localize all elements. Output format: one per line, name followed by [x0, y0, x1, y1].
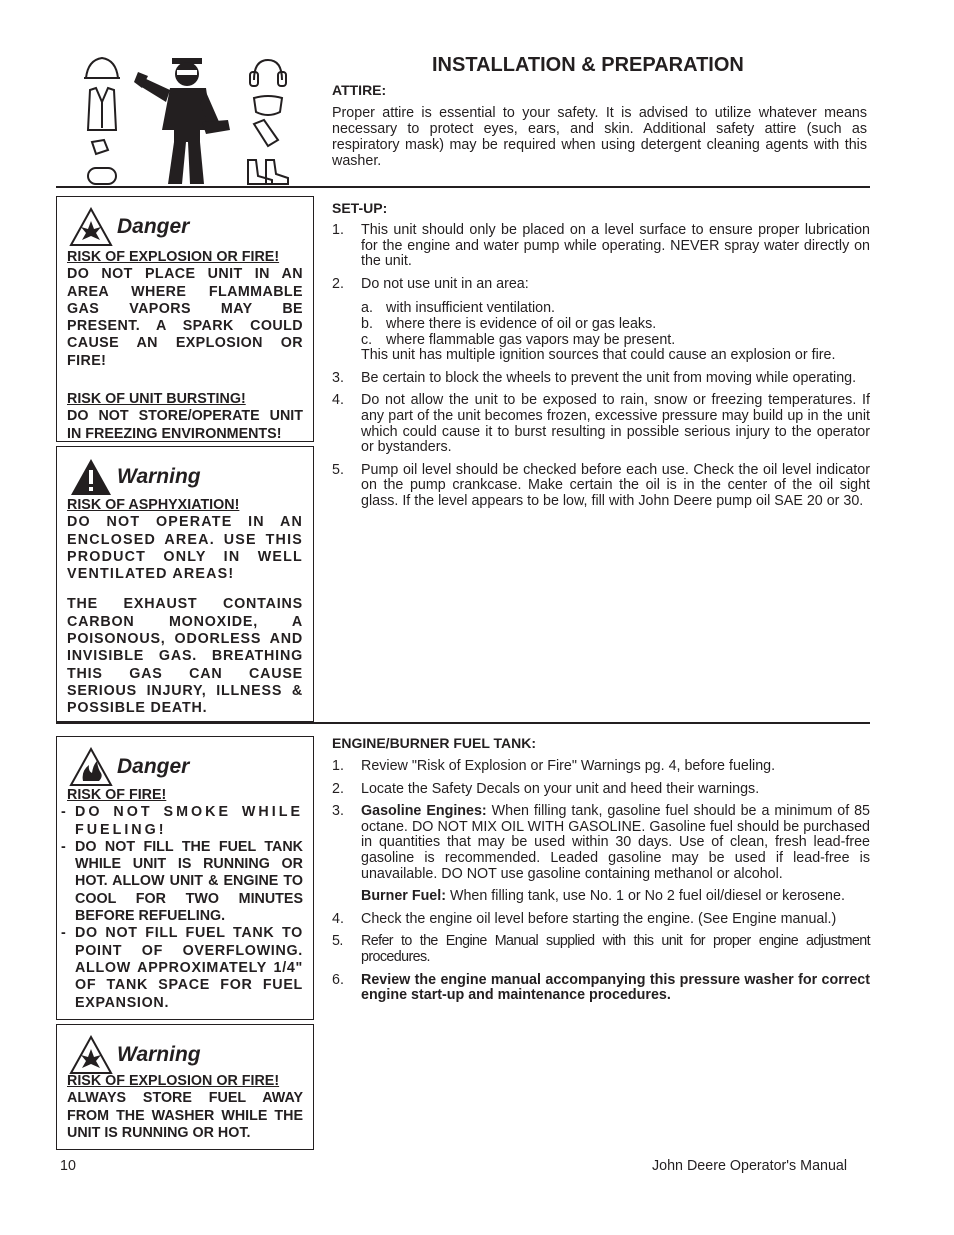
burner-label: Burner Fuel: — [361, 888, 446, 905]
fire-hazard-icon — [69, 747, 113, 787]
fuel-heading: ENGINE/BURNER FUEL TANK: — [332, 735, 537, 751]
fuel-item — [332, 759, 870, 775]
setup-subitem — [361, 317, 870, 333]
item-number: 3. — [332, 369, 344, 386]
attire-heading: ATTIRE: — [332, 82, 387, 98]
setup-subitem — [361, 333, 870, 349]
warning-box-fuel — [56, 1024, 314, 1150]
gasoline-label: Gasoline Engines: — [361, 803, 487, 820]
risk-heading: RISK OF UNIT BURSTING! — [67, 391, 246, 408]
item-text: Review "Risk of Explosion or Fire" Warnings pg. 4, before fueling. — [361, 758, 776, 774]
item-text: This unit should only be placed on a level surface to ensure proper lubrication for the engine and water pump while operating. NEVER spray water directly on the unit. — [361, 222, 870, 270]
explosion-hazard-icon — [69, 1035, 113, 1075]
item-number: 5. — [332, 933, 343, 950]
danger-box-explosion — [56, 196, 314, 442]
exclamation-warning-icon — [69, 457, 113, 497]
danger-dash-item: - DO NOT FILL FUEL TANK TO POINT OF OVERFLOWING. ALLOW APPROXIMATELY 1/4" OF TANK SPACE FOR FUEL EXPANSION. — [61, 925, 303, 1011]
subitem-text: with insufficient ventilation. — [386, 300, 556, 317]
danger-text: DO NOT PLACE UNIT IN AN AREA WHERE FLAMMABLE GAS VAPORS MAY BE PRESENT. A SPARK COULD CAUSE AN EXPLOSION OR FIRE! — [67, 266, 303, 369]
warning-text: DO NOT OPERATE IN AN ENCLOSED AREA. USE THIS PRODUCT ONLY IN WELL VENTILATED AREAS! — [67, 514, 303, 583]
warning-label: Warning — [117, 465, 201, 488]
fuel-item — [332, 804, 870, 905]
item-text: Be certain to block the wheels to prevent the unit from moving while operating. — [361, 369, 857, 386]
danger-dash-item: - DO NOT SMOKE WHILE FUELING! — [61, 804, 303, 838]
danger-label: Danger — [117, 215, 190, 238]
danger-box-fire — [56, 736, 314, 1020]
explosion-hazard-icon — [69, 207, 113, 247]
warning-text: ALWAYS STORE FUEL AWAY FROM THE WASHER WHILE THE UNIT IS RUNNING OR HOT. — [67, 1090, 303, 1141]
setup-heading: SET-UP: — [332, 200, 388, 216]
risk-heading: RISK OF EXPLOSION OR FIRE! — [67, 1073, 280, 1089]
item-text: When filling tank, gasoline fuel should be a minimum of 85 octane. DO NOT MIX OIL WITH GASOLINE. Gasoline fuel should be purchased in quantities that may be used within 30 days. Use of clean, fresh lead-free gasoline is recommended. Leaded gasoline may be used if lead-free is unavailable. DO NOT use gasoline containing methanol or alcohol. — [361, 803, 871, 882]
danger-dash-item: - DO NOT FILL THE FUEL TANK WHILE UNIT IS RUNNING OR HOT. ALLOW UNIT & ENGINE TO COOL FOR TWO MINUTES BEFORE REFUELING. — [61, 838, 303, 925]
warning-label: Warning — [117, 1043, 201, 1066]
item-number: 1. — [332, 222, 344, 238]
safety-attire-icon — [82, 50, 292, 190]
item-number: 4. — [332, 910, 344, 927]
fuel-item — [332, 912, 870, 928]
item-number: 5. — [332, 461, 344, 478]
risk-heading: RISK OF ASPHYXIATION! — [67, 497, 240, 513]
item-text: Locate the Safety Decals on your unit and heed their warnings. — [361, 780, 760, 797]
fuel-item — [332, 782, 870, 798]
item-number: 4. — [332, 392, 344, 409]
danger-text: DO NOT SMOKE WHILE FUELING! — [75, 804, 303, 838]
setup-list — [332, 223, 870, 517]
fuel-item — [332, 934, 870, 965]
subitem-text: where there is evidence of oil or gas leaks. — [386, 315, 657, 332]
subitem-letter: c. — [361, 331, 373, 348]
item-number: 3. — [332, 803, 344, 820]
setup-item — [332, 277, 870, 364]
divider-top — [56, 186, 870, 188]
danger-text: DO NOT FILL FUEL TANK TO POINT OF OVERFLOWING. ALLOW APPROXIMATELY 1/4" OF TANK SPACE FOR FUEL EXPANSION. — [75, 925, 303, 1011]
subitem-letter: a. — [361, 300, 373, 317]
page-number: 10 — [60, 1158, 76, 1174]
subitem-text: where flammable gas vapors may be present. — [386, 331, 676, 348]
attire-text: Proper attire is essential to your safety. It is advised to utilize whatever means necessary to protect eyes, ears, and skin. Additional safety attire (such as respiratory mask) may be required when using detergent cleaning agents with this washer. — [332, 105, 867, 169]
item-text: Do not allow the unit to be exposed to rain, snow or freezing temperatures. If any part of the unit becomes frozen, excessive pressure may build up in the unit which could cause it to burst resulting in possible serious injury to the operator or bystanders. — [361, 392, 870, 456]
risk-heading: RISK OF EXPLOSION OR FIRE! — [67, 249, 280, 265]
setup-item — [332, 371, 870, 387]
warning-box-asphyxiation — [56, 446, 314, 722]
warning-text: THE EXHAUST CONTAINS CARBON MONOXIDE, A POISONOUS, ODORLESS AND INVISIBLE GAS. BREATHING THIS GAS CAN CAUSE SERIOUS INJURY, ILLNESS & POSSIBLE DEATH. — [67, 596, 303, 717]
item-text: Pump oil level should be checked before each use. Check the oil level indicator on the pump crankcase. Make certain the oil is in the center of the oil sight glass. If the level appears to be low, fill with John Deere pump oil SAE 20 or 30. — [361, 461, 870, 509]
divider-middle — [56, 722, 870, 724]
manual-name: John Deere Operator's Manual — [652, 1158, 848, 1174]
item-text: Do not use unit in an area: — [361, 275, 529, 292]
setup-item — [332, 223, 870, 270]
setup-sub-note: This unit has multiple ignition sources that could cause an explosion or fire. — [361, 347, 836, 364]
item-number: 2. — [332, 275, 344, 292]
danger-text: DO NOT FILL THE FUEL TANK WHILE UNIT IS RUNNING OR HOT. ALLOW UNIT & ENGINE TO COOL FOR TWO MINUTES BEFORE REFUELING. — [75, 838, 303, 925]
setup-item — [332, 393, 870, 455]
page-title: INSTALLATION & PREPARATION — [432, 54, 744, 76]
item-text: Refer to the Engine Manual supplied with this unit for proper engine adjustment procedures. — [361, 933, 870, 965]
item-number: 2. — [332, 780, 344, 797]
risk-heading: RISK OF FIRE! — [67, 787, 167, 803]
item-number: 6. — [332, 971, 344, 988]
subitem-letter: b. — [361, 315, 373, 332]
burner-text: When filling tank, use No. 1 or No 2 fuel oil/diesel or kerosene. — [446, 888, 845, 905]
item-text: Check the engine oil level before starting the engine. (See Engine manual.) — [361, 910, 837, 927]
danger-text: DO NOT STORE/OPERATE UNIT IN FREEZING ENVIRONMENTS! — [67, 408, 303, 442]
item-text: Review the engine manual accompanying this pressure washer for correct engine start-up and maintenance procedures. — [361, 971, 870, 1004]
setup-subitem — [361, 301, 870, 317]
item-number: 1. — [332, 758, 344, 774]
fuel-item — [332, 973, 870, 1004]
fuel-list — [332, 759, 870, 1011]
setup-item — [332, 463, 870, 510]
danger-label: Danger — [117, 755, 190, 778]
